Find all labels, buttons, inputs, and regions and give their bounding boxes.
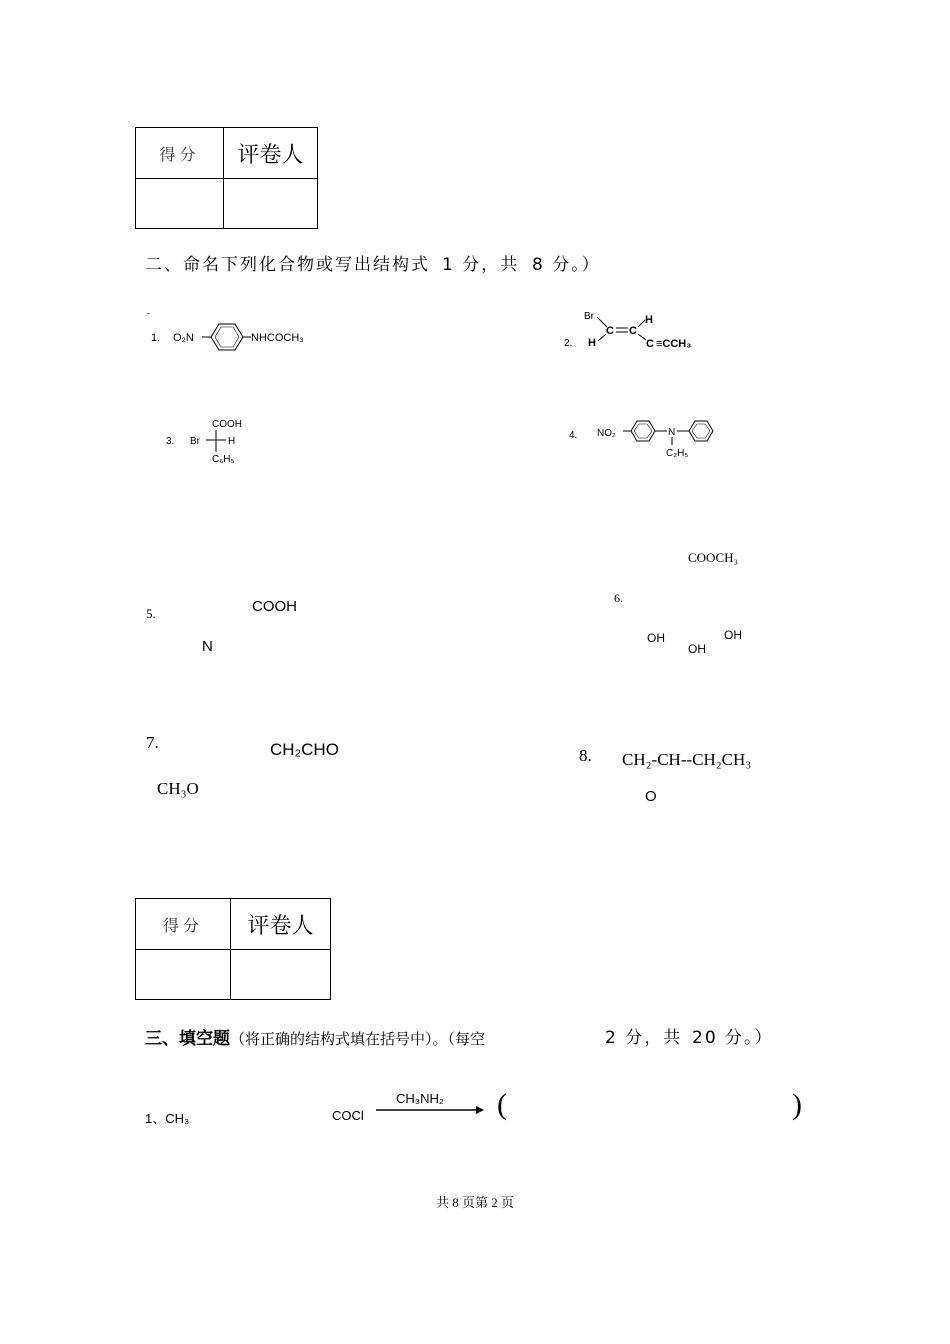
score-cell[interactable]	[136, 179, 224, 229]
section3-points-total: 20 分。）	[692, 1028, 774, 1048]
q1-right-group: NHCOCH₃	[251, 332, 304, 344]
q7-number: 7.	[146, 733, 159, 752]
q6-oh1: OH	[647, 631, 665, 645]
fill1-reactant: 1、CH₃	[145, 1111, 190, 1126]
score-table-1	[135, 127, 318, 229]
answer-blank[interactable]	[512, 1090, 787, 1124]
q2-br: Br	[584, 311, 594, 322]
fill1-reactant-group: COCl	[332, 1108, 364, 1123]
q6-group: COOCH₃	[688, 550, 739, 565]
q8-chain: CH₂-CH--CH₂CH₃	[622, 750, 752, 769]
q2-c1: C	[606, 325, 614, 337]
q4-number: 4.	[569, 430, 578, 441]
q2-c3: C	[646, 338, 654, 350]
q5-number: 5.	[146, 606, 156, 621]
q3-right: H	[228, 436, 236, 447]
q5-group: COOH	[252, 598, 297, 615]
score-table-2	[135, 898, 331, 1000]
q2-c2: C	[629, 325, 637, 337]
answer-paren-close: )	[792, 1088, 802, 1121]
answer-paren-open: (	[497, 1088, 507, 1121]
q1-left-group: O₂N	[173, 332, 194, 344]
q7-top: CH₂CHO	[270, 740, 339, 759]
q8-o: O	[645, 788, 657, 805]
q4-structure	[565, 412, 735, 462]
q2-tail: ≡CCH₃	[656, 338, 692, 350]
grader-cell[interactable]	[224, 179, 318, 229]
q4-no2: NO₂	[597, 428, 616, 439]
q4-sub: C₂H₅	[666, 448, 689, 459]
q3-number: 3.	[166, 436, 175, 447]
q3-top: COOH	[212, 419, 242, 430]
q1-number: 1.	[151, 332, 161, 344]
q6-oh2: OH	[688, 642, 706, 656]
reaction-arrow	[376, 1104, 486, 1116]
q1-structure	[145, 310, 345, 360]
q3-bottom: C₆H₅	[212, 454, 235, 465]
q2-h1: H	[588, 337, 596, 349]
page-footer: 共 8 页第 2 页	[435, 1195, 514, 1210]
grader-cell[interactable]	[231, 950, 331, 1000]
q8-number: 8.	[579, 746, 592, 765]
score-header: 得分	[136, 128, 224, 179]
grader-header: 评卷人	[224, 128, 318, 179]
q3-structure	[160, 412, 290, 472]
q4-n: N	[668, 427, 676, 438]
score-cell[interactable]	[136, 950, 231, 1000]
section2-points-total: 8 分。）	[532, 255, 601, 275]
q3-left: Br	[190, 436, 200, 447]
fill1-reagent: CH₃NH₂	[396, 1091, 444, 1106]
grader-header: 评卷人	[231, 899, 331, 950]
q6-oh3: OH	[724, 628, 742, 642]
score-header: 得分	[136, 899, 231, 950]
q6-number: 6.	[614, 591, 623, 605]
section3-heading: 三、填空题（将正确的结构式填在括号中）。（每空	[145, 1029, 486, 1049]
section2-points-each: 1 分，共	[442, 255, 520, 275]
q2-number: 2.	[564, 338, 573, 349]
section3-points-each: 2 分，共	[605, 1028, 683, 1048]
q7-left: CH₃O	[157, 779, 199, 798]
svg-text:-: -	[147, 310, 150, 318]
q2-h2: H	[645, 314, 653, 326]
q2-structure	[560, 305, 740, 360]
section2-heading: 二、命名下列化合物或写出结构式	[145, 255, 430, 275]
q5-atom: N	[202, 638, 213, 655]
